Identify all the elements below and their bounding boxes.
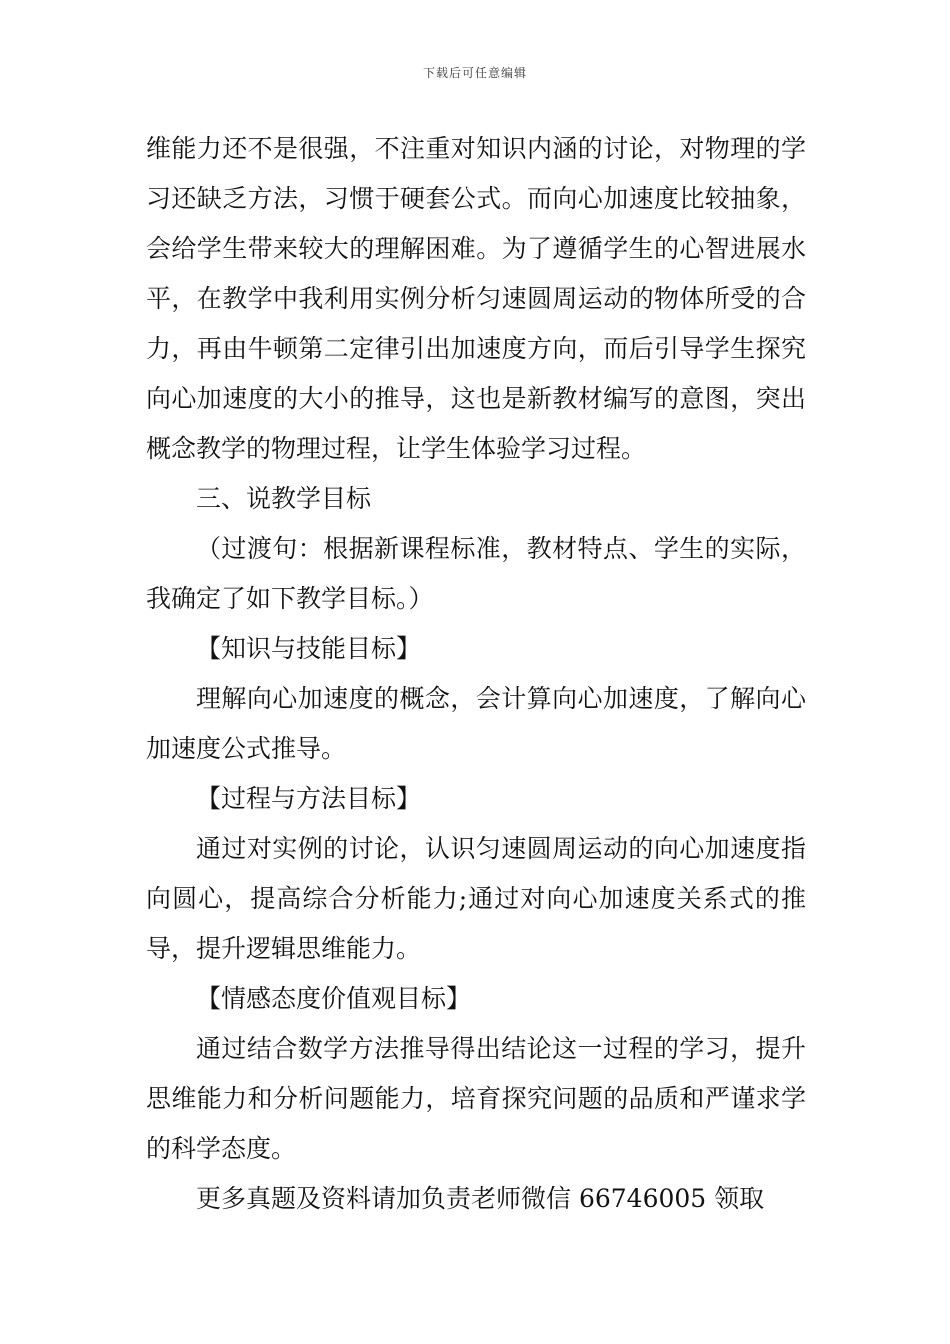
paragraph-transition: （过渡句：根据新课程标准，教材特点、学生的实际，我确定了如下教学目标。） — [146, 534, 806, 613]
paragraph-process-methods: 通过对实例的讨论，认识匀速圆周运动的向心加速度指向圆心，提高综合分析能力;通过对向心加速度关系式的推导，提升逻辑思维能力。 — [146, 834, 806, 963]
paragraph-emotion-values: 通过结合数学方法推导得出结论这一过程的学习，提升思维能力和分析问题能力，培育探究问题的品质和严谨求学的科学态度。 — [146, 1034, 806, 1163]
subheading-knowledge-skills: 【知识与技能目标】 — [196, 634, 422, 663]
subheading-emotion-values: 【情感态度价值观目标】 — [196, 984, 472, 1013]
paragraph-contact-note: 更多真题及资料请加负责老师微信 66746005 领取 — [196, 1184, 765, 1213]
page-header: 下载后可任意编辑 — [422, 66, 527, 80]
paragraph-knowledge-skills: 理解向心加速度的概念，会计算向心加速度，了解向心加速度公式推导。 — [146, 684, 806, 763]
section-heading-teaching-objectives: 三、说教学目标 — [196, 484, 372, 513]
paragraph-intro-continued: 维能力还不是很强，不注重对知识内涵的讨论，对物理的学习还缺乏方法，习惯于硬套公式。而向心加速度比较抽象，会给学生带来较大的理解困难。为了遵循学生的心智进展水平，在教学中我利用实例分析匀速圆周运动的物体所受的合力，再由牛顿第二定律引出加速度方向，而后引导学生探究向心加速度的大小的推导，这也是新教材编写的意图，突出概念教学的物理过程，让学生体验学习过程。 — [146, 134, 806, 463]
subheading-process-methods: 【过程与方法目标】 — [196, 784, 422, 813]
document-body — [146, 124, 806, 1224]
